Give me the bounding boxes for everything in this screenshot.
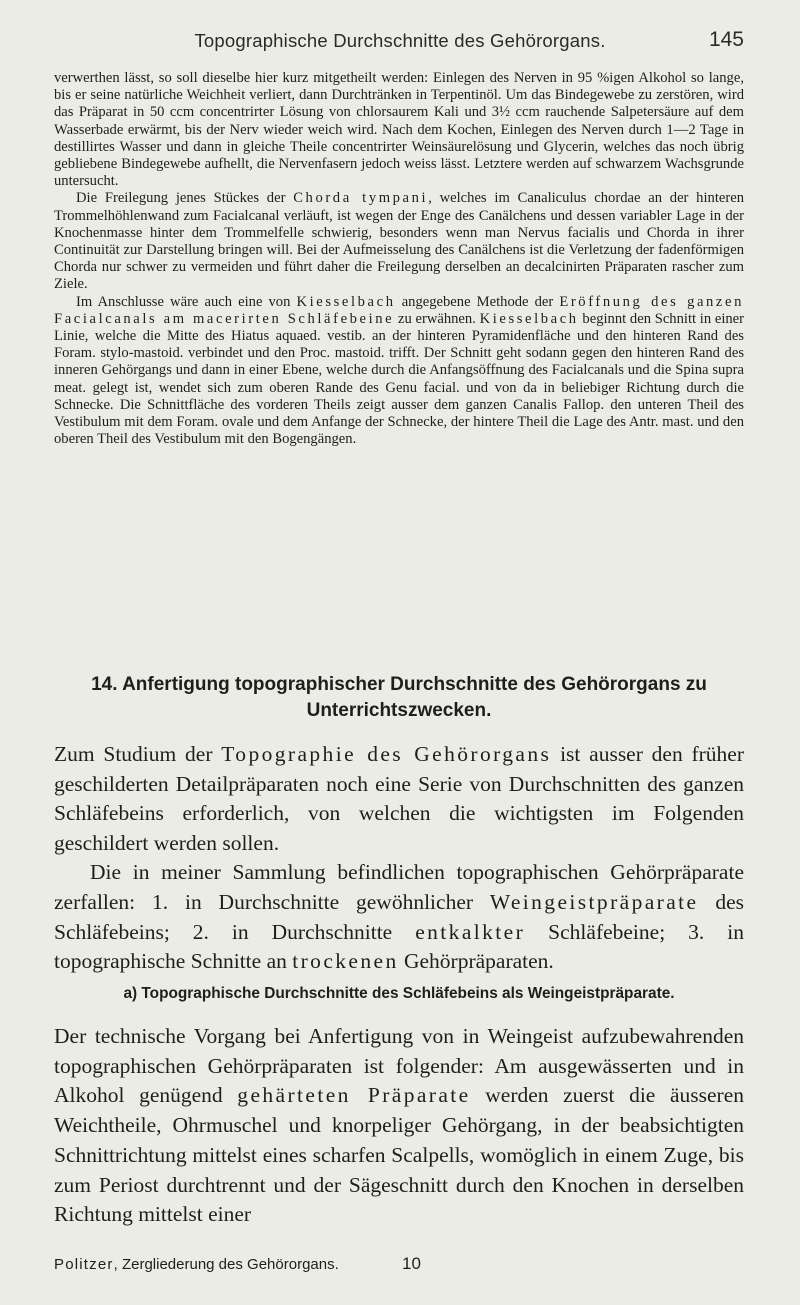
section-heading-line: 14. Anfertigung topographischer Durchschnitte des Gehörorgans zu — [91, 674, 707, 695]
text-run: Schläfebeine; 3. in topographische Schnitte an — [54, 919, 744, 974]
text-run: Die Freilegung jenes Stückes der — [76, 190, 294, 207]
spaced-term: Topographie des Gehörorgans — [221, 742, 552, 766]
spaced-term: Kiesselbach — [479, 310, 579, 327]
author-name: Politzer — [54, 1256, 114, 1273]
signature-line — [54, 1256, 339, 1273]
text-run: werden zuerst die äusseren Weichtheile, Ohrmuschel und knorpeliger Gehörgang, in der beabsichtigten Schnittrichtung mittelst eines scharfen Scalpells, womöglich in einem Zuge, bis zum Periost durchtrennt und der Sägeschnitt durch den Knochen in derselben Richtung mittelst einer — [54, 1083, 744, 1227]
subsection-text-block — [54, 1022, 744, 1230]
page-number: 145 — [708, 28, 744, 51]
text-run: Die in meiner Sammlung befindlichen topographischen Gehörpräparate zerfallen: 1. in Durchschnitte gewöhnlicher — [54, 860, 744, 914]
book-title: , Zergliederung des Gehörorgans. — [113, 1256, 339, 1273]
paragraph — [54, 190, 744, 293]
spaced-term: Kiesselbach — [296, 293, 396, 310]
running-title: Topographische Durchschnitte des Gehörorgans. — [194, 30, 606, 51]
spaced-term: trockenen — [292, 949, 399, 974]
section-heading-line: Unterrichtszwecken. — [306, 700, 492, 721]
paragraph — [54, 1022, 744, 1230]
section-text-block — [54, 740, 744, 977]
paragraph — [54, 740, 744, 858]
text-run: ist ausser den früher geschilderten Detailpräparaten noch eine Serie von Durchschnitten des ganzen Schläfebeins erforderlich, von welchen die wichtigsten im Folgenden geschildert werden sollen. — [54, 742, 745, 855]
spaced-term: Weingeistpräparate — [489, 889, 699, 914]
text-run: des Schläfebeins; 2. in Durchschnitte — [54, 889, 744, 944]
paragraph — [54, 70, 744, 190]
sheet-number: 10 — [402, 1254, 421, 1273]
paragraph — [54, 294, 744, 449]
spaced-term: Chorda tympani — [293, 190, 429, 207]
paragraph-text: verwerthen lässt, so soll dieselbe hier kurz mitgetheilt werden: Einlegen des Nerven in 95 %igen Alkohol so lange, bis er seine natürliche Weichheit verliert, dann Durchtränken in Terpentinöl. Um das Bindegewebe zu zerstören, wird das Präparat in 50 ccm concentrirter Lösung von chlorsaurem Kali und 3½ ccm rauchende Salpetersäure auf dem Wasserbade erwärmt, bis der Nerv wieder weich wird. Nach dem Kochen, Einlegen des Nerven durch 1—2 Tage in destillirtes Wasser und dann in gleiche Theile concentrirter Weinsäurelösung und Glycerin, welches das noch übrig gebliebene Bindegewebe aufhellt, die Nervenfasern jedoch weiss lässt. Letztere werden auf schwarzem Wachsgrunde untersucht. — [54, 70, 744, 190]
text-run: zu erwähnen. — [394, 310, 480, 327]
text-run: , welches im Canaliculus chordae an der hinteren Trommelhöhlenwand zum Facialcanal verläuft, ist wegen der Enge des Canälchens und dessen variabler Lage in der Knochenmasse hinter dem Trommelfelle schwierig, besonders wenn man Nervus facialis und Chorda in ihrer Continuität zur Darstellung bringen will. Bei der Aufmeisselung des Canälchens ist die Verletzung der fadenförmigen Chorda nur schwer zu vermeiden und führt daher die Freilegung derselben an decalcinirten Präparaten rascher zum Ziele. — [54, 190, 744, 293]
text-run: Zum Studium der — [54, 742, 222, 766]
section-heading — [54, 672, 744, 724]
text-run: beginnt den Schnitt in einer Linie, welche die Mitte des Hiatus aquaed. vestib. an der hinteren Pyramidenfläche und den hinteren Rand des Foram. stylo-mastoid. verbindet und den Proc. mastoid. trifft. Der Schnitt geht sodann gegen den hinteren Rand des inneren Gehörgangs und dann in einer Ebene, welche durch die Anfangsöffnung des Facialcanals und die Spina supra meat. gelegt ist, wendet sich zum oberen Rande des Genu facial. und von da in beliebiger Richtung durch die Schnecke. Die Schnittfläche des vorderen Theils zeigt ausser dem ganzen Canalis Fallop. den unteren Theil des Vestibulum mit dem Foram. ovale und dem Anfange der Schnecke, der hintere Theil die Lage des Antr. mast. und den oberen Theil des Vestibulum mit den Bogengängen. — [54, 310, 745, 448]
text-run: Gehörpräparaten. — [398, 949, 554, 974]
spaced-term: Eröffnung des ganzen Facialcanals am macerirten Schläfebeine — [54, 293, 744, 327]
page-header — [56, 30, 744, 58]
text-run: Der technische Vorgang bei Anfertigung von in Weingeist aufzubewahrenden topographischen Gehörpräparaten ist folgender: Am ausgewässerten und in Alkohol genügend — [54, 1024, 744, 1108]
spaced-term: entkalkter — [415, 919, 526, 944]
paragraph — [54, 858, 744, 976]
spaced-term: gehärteten Präparate — [237, 1083, 471, 1108]
subsection-heading: a) Topographische Durchschnitte des Schläfebeins als Weingeistpräparate. — [123, 985, 675, 1002]
top-text-block — [54, 70, 744, 448]
text-run: angegebene Methode der — [395, 293, 560, 310]
text-run: Im Anschlusse wäre auch eine von — [76, 293, 297, 310]
